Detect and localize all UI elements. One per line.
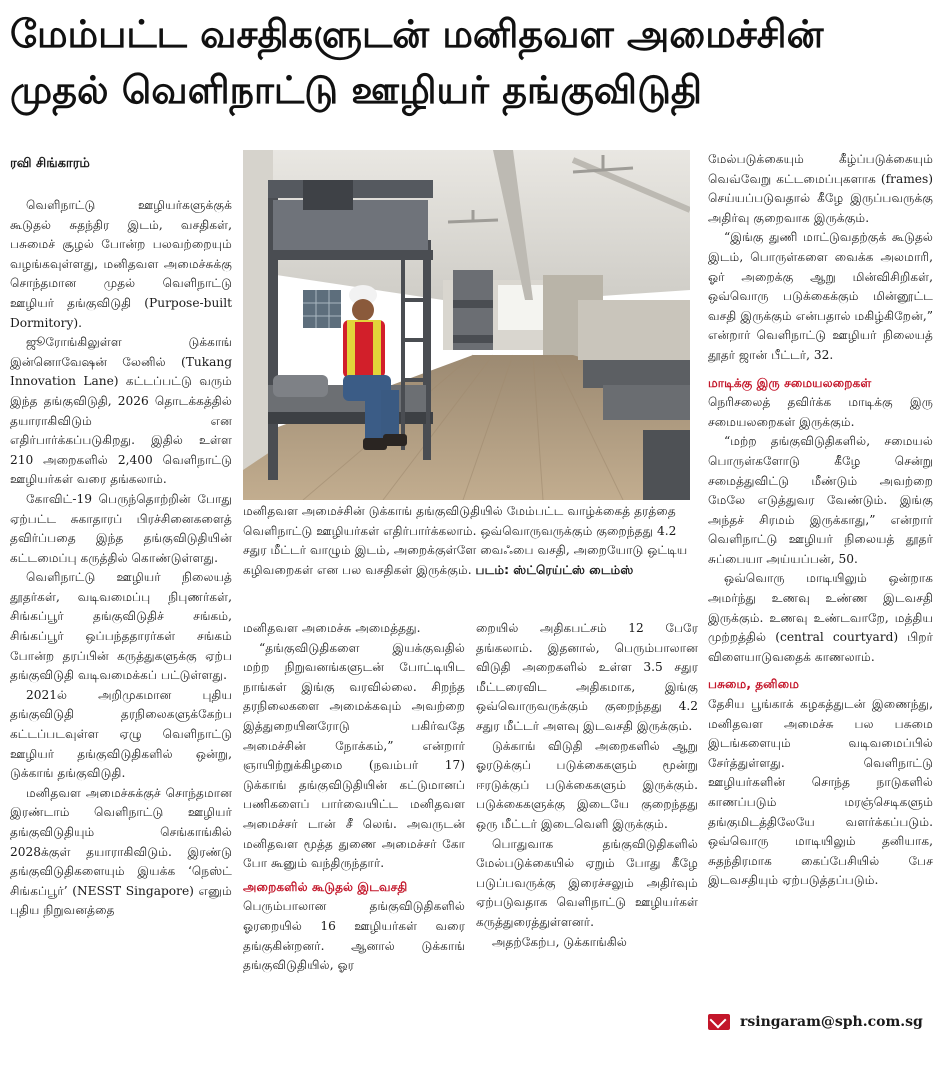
byline: ரவி சிங்காரம் (10, 156, 90, 171)
email-address[interactable]: rsingaram@sph.com.sg (740, 1014, 923, 1030)
paragraph: டுக்காங் விடுதி அறைகளில் ஆறு ஓரடுக்குப் படுக்கைகளும் மூன்று ஈரடுக்குப் படுக்கைகளும் இருக்கும். படுக்கைகளுக்கு இடையே குறைந்தது ஒரு மீட்டர் இடைவெளி இருக்கும். (476, 738, 698, 831)
photo-credit: படம்: ஸ்ட்ரெய்ட்ஸ் டைம்ஸ் (475, 562, 634, 577)
paragraph: வெளிநாட்டு ஊழியர் நிலையத் தூதர்கள், வடிவமைப்பு நிபுணர்கள், சிங்கப்பூர் தங்குவிடுதிச் சங்கம், சிங்கப்பூர் ஒப்பந்ததாரர்கள் சங்கம் போன்ற தரப்பின் கருத்துகளுக்கு ஏற்ப தங்குவிடுதி வடிவமைக்கப் பட்டுள்ளது. (10, 570, 232, 683)
dormitory-photo (243, 150, 690, 500)
paragraph: ஜூரோங்கிலுள்ள டுக்காங் இன்னொவேஷன் லேனில் (Tukang Innovation Lane) கட்டப்பட்டு வரும் இந்த தங்குவிடுதி, 2026 தொடக்கத்தில் தயாராகிவிடும் என எதிர்பார்க்கப்படுகிறது. இதில் உள்ள 210 அறைகளில் 2,400 வெளிநாட்டு ஊழியர்கள் வரை தங்கலாம். (10, 335, 232, 487)
paragraph: பொதுவாக தங்குவிடுதிகளில் மேல்படுக்கையில் ஏறும் போது கீழே படுப்பவருக்கு இரைச்சலும் அதிர்வும் ஏற்படுவதாக வெளிநாட்டு ஊழியர்கள் கருத்துரைத்துள்ளனர். (476, 836, 698, 929)
paragraph: “இங்கு துணி மாட்டுவதற்குக் கூடுதல் இடம், பொருள்களை வைக்க அலமாரி, ஓர் அறைக்கு ஆறு மின்விசிறிகள், ஒவ்வொரு படுக்கைக்கும் மின்னூட்ட வசதி இருக்கும் என்பதால் மகிழ்கிறேன்,” என்றார் வெளிநாட்டு ஊழியர் நிலையத் தூதர் ஜான் பீட்டர், 32. (708, 230, 933, 362)
paragraph: மேல்படுக்கையும் கீழ்ப்படுக்கையும் வெவ்வேறு கட்டமைப்புகளாக (frames) செய்யப்படுவதால் கீழே இருப்பவருக்கு அதிர்வு குறைவாக இருக்கும். (708, 152, 933, 225)
paragraph: கோவிட்-19 பெருந்தொற்றின் போது ஏற்பட்ட சுகாதாரப் பிரச்சினைகளைத் தவிர்ப்பதை இந்த தங்குவிடுதியின் கட்டமைப்பு கருத்தில் கொண்டுள்ளது. (10, 491, 232, 565)
paragraph: “தங்குவிடுதிகளை இயக்குவதில் மற்ற நிறுவனங்களுடன் போட்டியிட நாங்கள் இங்கு வரவில்லை. சிறந்த தரநிலைகளை அமைக்கவும் அவற்றை இத்துறையினரோடு பகிர்வதே அமைச்சின் நோக்கம்,” என்றார் ஞாயிற்றுக்கிழமை (நவம்பர் 17) டுக்காங் தங்குவிடுதியின் கட்டுமானப் பணிகளைப் பார்வையிட்ட மனிதவள அமைச்சர் டான் சீ லெங். அவருடன் மனிதவள மூத்த துணை அமைச்சர் கோ போ கூனும் வந்திருந்தார். (243, 640, 465, 871)
photo-caption (243, 502, 690, 580)
paragraph: மனிதவள அமைச்சு அமைத்தது. (243, 621, 421, 635)
headline-line-1: மேம்பட்ட வசதிகளுடன் மனிதவள அமைச்சின் (10, 12, 824, 56)
paragraph: 2021ல் அறிமுகமான புதிய தங்குவிடுதி தரநிலைகளுக்கேற்ப கட்டப்படவுள்ள ஏழு வெளிநாட்டு ஊழியர் தங்குவிடுதிகளில் ஒன்று, டுக்காங் தங்குவிடுதி. (10, 687, 232, 781)
dormitory-illustration (243, 150, 690, 500)
caption-text: மனிதவள அமைச்சின் டுக்காங் தங்குவிடுதியில் மேம்பட்ட வாழ்க்கைத் தரத்தை வெளிநாட்டு ஊழியர்கள் எதிர்பார்க்கலாம். ஒவ்வொருவருக்கும் குறைந்தது 4.2 சதுர மீட்டர் வாழும் இடம், அறைக்குள்ளே வைஃபை வசதி, அறையோடு ஒட்டிய கழிவறைகள் என பல வசதிகள் இருக்கும். (243, 504, 688, 577)
paragraph: பெரும்பாலான தங்குவிடுதிகளில் ஓரறையில் 16 ஊழியர்கள் வரை தங்குகின்றனர். ஆனால் டுக்காங் தங்குவிடுதியில், ஓர (243, 899, 465, 973)
subheading: அறைகளில் கூடுதல் இடவசதி (243, 879, 408, 894)
subheading: பசுமை, தனிமை (708, 677, 800, 692)
paragraph: வெளிநாட்டு ஊழியர்களுக்குக் கூடுதல் சுதந்திர இடம், வசதிகள், பசுமைச் சூழல் போன்ற பலவற்றையும் வழங்கவுள்ளது, மனிதவள அமைச்சுக்கு சொந்தமான முதல் வெளிநாட்டு ஊழியர் தங்குவிடுதி (Purpose-built Dormitory). (10, 198, 232, 330)
paragraph: ஒவ்வொரு மாடியிலும் ஒன்றாக அமர்ந்து உணவு உண்ண இடவசதி இருக்கும். உணவு உண்டவாறே, மத்திய முற்றத்தில் (central courtyard) பிறர் விளையாடுவதைக் காணலாம். (708, 571, 933, 664)
paragraph: “மற்ற தங்குவிடுதிகளில், சமையல் பொருள்களோடு கீழே சென்று சமைத்துவிட்டு மீண்டும் அவற்றை மேலே எடுத்துவர வேண்டும். இங்கு அந்தச் சிரமம் இருக்காது,” என்றார் வெளிநாட்டு ஊழியர் நிலையத் தூதர் சுப்பையா அய்யப்பன், 50. (708, 434, 933, 566)
paragraph: நெரிசலைத் தவிர்க்க மாடிக்கு இரு சமையலறைகள் இருக்கும். (708, 395, 933, 429)
headline-line-2: முதல் வெளிநாட்டு ஊழியர் தங்குவிடுதி (10, 68, 703, 112)
author-email (708, 1014, 923, 1030)
column-3 (476, 619, 698, 1059)
paragraph: றையில் அதிகபட்சம் 12 பேரே தங்கலாம். இதனால், பெரும்பாலான விடுதி அறைகளில் உள்ள 3.5 சதுர மீட்டரைவிட அதிகமாக, இங்கு ஒவ்வொருவருக்கும் குறைந்தது 4.2 சதுர மீட்டர் அளவு இடவசதி இருக்கும். (476, 621, 698, 733)
column-4 (708, 150, 933, 1010)
headline (10, 6, 935, 118)
paragraph: தேசிய பூங்காக் கழகத்துடன் இணைந்து, மனிதவள அமைச்சு பல பசுமை இடங்களையும் வடிவமைப்பில் சேர்த்துள்ளது. வெளிநாட்டு ஊழியர்களின் சொந்த நாடுகளில் காணப்படும் மரஞ்செடிகளும் தங்குமிடத்திலேயே வளர்க்கப்படும். ஒவ்வொரு மாடியிலும் தனியாக, சுதந்திரமாக கைப்பேசியில் பேச இடவசதியும் ஏற்படுத்தப்படும். (708, 697, 933, 888)
column-2 (243, 619, 465, 1059)
subheading: மாடிக்கு இரு சமையலறைகள் (708, 375, 872, 390)
paragraph: மனிதவள அமைச்சுக்குச் சொந்தமான இரண்டாம் வெளிநாட்டு ஊழியர் தங்குவிடுதியும் செங்காங்கில் 2028க்குள் தயாராகிவிடும். இரண்டு தங்குவிடுதிகளையும் இயக்க ‘நெஸ்ட் சிங்கப்பூர்’ (NESST Singapore) எனும் புதிய நிறுவனத்தை (10, 785, 232, 918)
paragraph: அதற்கேற்ப, டுக்காங்கில் (492, 934, 627, 949)
envelope-icon (708, 1014, 730, 1030)
column-1 (10, 196, 232, 1056)
